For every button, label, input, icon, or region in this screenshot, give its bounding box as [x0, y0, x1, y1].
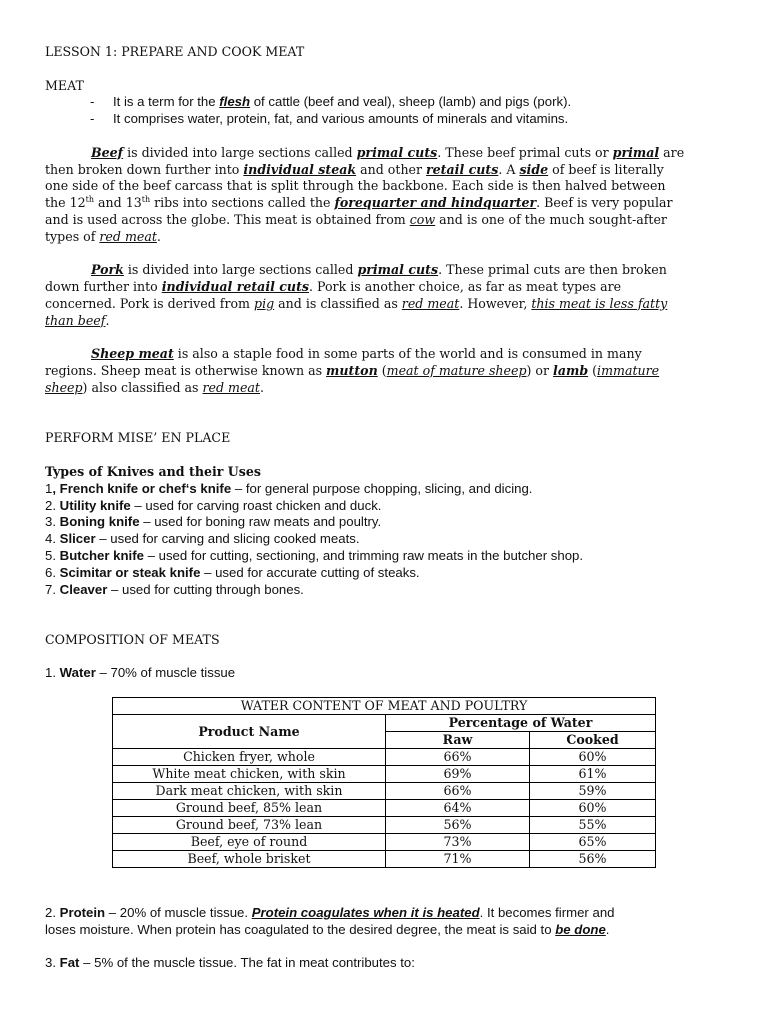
beef-paragraph: Beef is divided into large sections called primal cuts. These beef primal cuts or primal are then broken down further into individual steak and other retail cuts. A side of beef is literally one side of the beef carcass that is split through the backbone. Each side is then halved between the 12th and 13th ribs into sections called the forequarter and hindquarter. Beef is very popular and is used across the globe. This meat is obtained from cow and is one of the much sought-after types of red meat. — [45, 144, 685, 244]
table-row: Beef, eye of round 73% 65% — [113, 834, 656, 851]
knives-subheading: Types of Knives and their Uses — [45, 463, 261, 479]
fat-item: 3. Fat – 5% of the muscle tissue. The fat in meat contributes to: — [45, 955, 415, 971]
knife-list — [45, 481, 713, 599]
sheep-paragraph: Sheep meat is also a staple food in some parts of the world and is consumed in many regions. Sheep meat is otherwise known as mutton (meat of mature sheep) or lamb (immature sheep) also classified as red meat. — [45, 346, 660, 395]
table-row: Ground beef, 85% lean 64% 60% — [113, 800, 656, 817]
table-title: WATER CONTENT OF MEAT AND POULTRY — [113, 698, 656, 715]
pork-paragraph: Pork is divided into large sections called primal cuts. These primal cuts are then broken down further into individual retail cuts. Pork is another choice, as far as meat types are concerned. Pork is derived from pig and is classified as red meat. However, this meat is less fatty than beef. — [45, 262, 668, 328]
bullet-dash: - — [90, 94, 95, 110]
meat-bullet-1: - It is a term for the flesh of cattle (beef and veal), sheep (lamb) and pigs (pork). — [90, 94, 572, 110]
knife-item: 1, French knife or chef‘s knife – for general purpose chopping, slicing, and dicing. — [45, 480, 533, 496]
knife-item: 5. Butcher knife – used for cutting, sectioning, and trimming raw meats in the butcher shop. — [45, 547, 584, 563]
table-row: Chicken fryer, whole 66% 60% — [113, 749, 656, 766]
col-header-cooked: Cooked — [530, 732, 656, 749]
mise-heading: PERFORM MISE’ EN PLACE — [45, 430, 231, 446]
col-header-product: Product Name — [113, 715, 386, 749]
composition-heading: COMPOSITION OF MEATS — [45, 631, 220, 647]
meat-bullet-2: - It comprises water, protein, fat, and various amounts of minerals and vitamins. — [90, 111, 569, 127]
knife-item: 2. Utility knife – used for carving roast chicken and duck. — [45, 497, 382, 513]
bullet-dash: - — [90, 111, 95, 127]
table-row: Beef, whole brisket 71% 56% — [113, 851, 656, 868]
protein-item: 2. Protein – 20% of muscle tissue. Protein coagulates when it is heated. It becomes firmer and loses moisture. When protein has coagulated to the desired degree, the meat is said to be done. 3. Fat – 5% of the muscle tissue. The fat in meat contributes to: — [45, 905, 725, 972]
col-header-raw: Raw — [386, 732, 530, 749]
knife-item: 3. Boning knife – used for boning raw meats and poultry. — [45, 514, 382, 530]
table-row: White meat chicken, with skin 69% 61% — [113, 766, 656, 783]
document-page — [45, 44, 713, 682]
table-row: Ground beef, 73% lean 56% 55% — [113, 817, 656, 834]
water-content-table — [112, 697, 656, 868]
meat-heading: MEAT — [45, 77, 84, 93]
knife-item: 6. Scimitar or steak knife – used for accurate cutting of steaks. — [45, 564, 420, 580]
table-row: Dark meat chicken, with skin 66% 59% — [113, 783, 656, 800]
knife-item: 7. Cleaver – used for cutting through bones. — [45, 581, 304, 597]
lesson-title: LESSON 1: PREPARE AND COOK MEAT — [45, 44, 305, 59]
water-item: 1. Water – 70% of muscle tissue — [45, 665, 236, 681]
col-header-percentage: Percentage of Water — [386, 715, 656, 732]
knife-item: 4. Slicer – used for carving and slicing cooked meats. — [45, 531, 360, 547]
